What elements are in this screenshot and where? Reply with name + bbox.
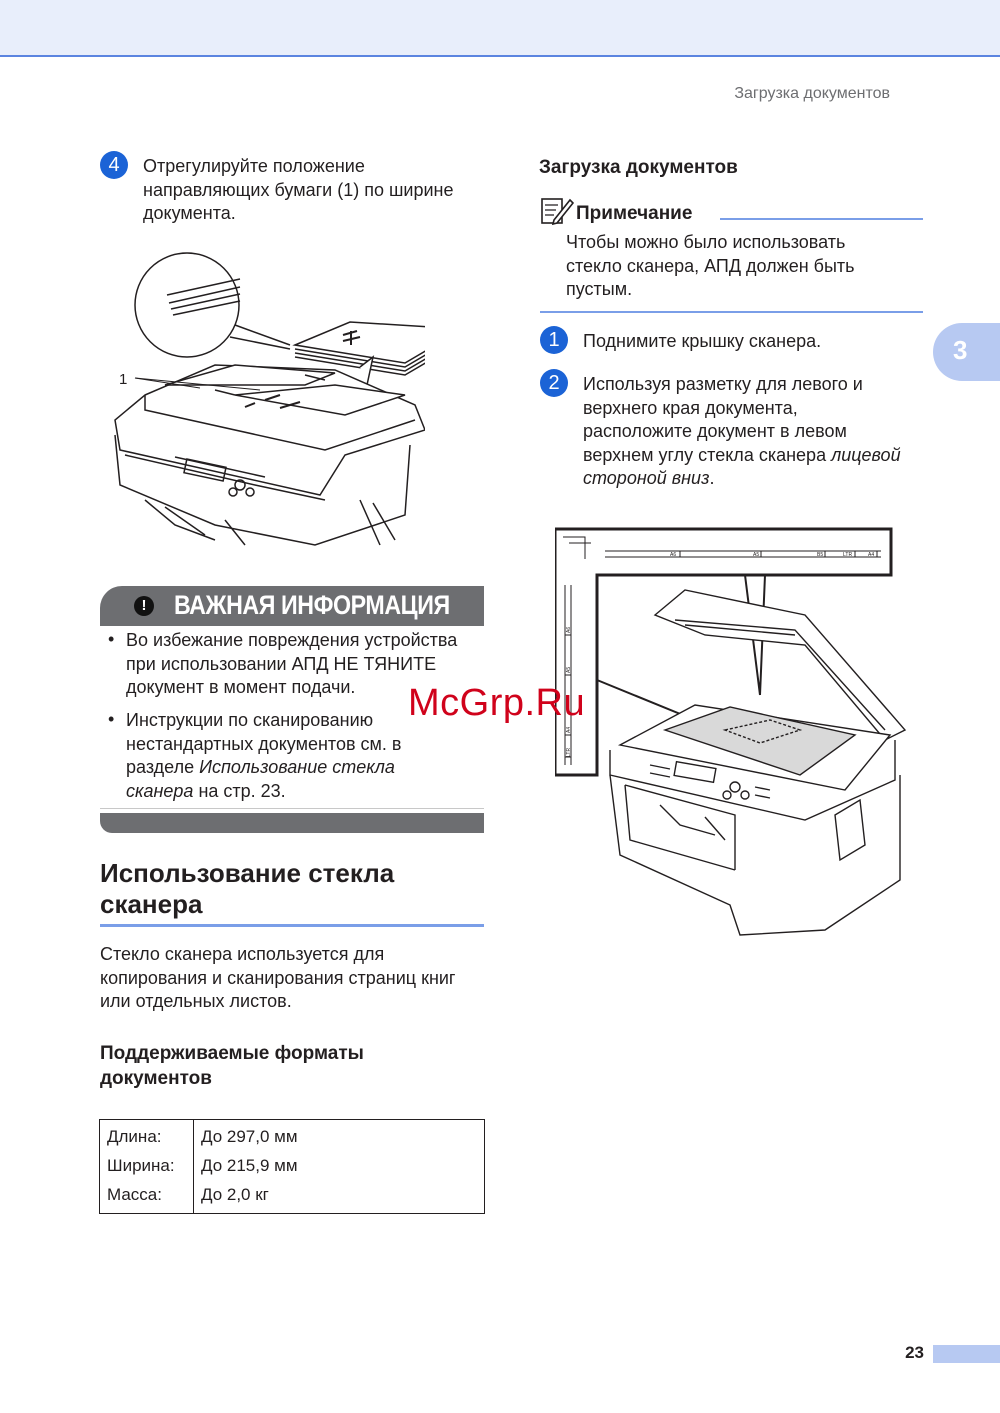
step-2-line: Используя разметку для левого и [583, 374, 863, 394]
subtitle-line: документов [100, 1068, 212, 1089]
adf-paper-guides-illustration [105, 245, 425, 555]
paragraph-line: Стекло сканера используется для [100, 944, 385, 964]
table-cell-value: До 215,9 мм [201, 1156, 298, 1175]
table-cell-value: До 297,0 мм [201, 1127, 298, 1146]
bullet-line: Инструкции по сканированию [126, 710, 374, 730]
scanner-glass-illustration [555, 525, 915, 945]
section-title-line: Использование стекла [100, 858, 395, 888]
step-1-text: Поднимите крышку сканера. [583, 331, 822, 351]
scale-mark-top: B5 [817, 552, 824, 558]
page-number: 23 [905, 1343, 924, 1362]
bullet-dot: • [108, 709, 115, 729]
scale-mark-side: A6 [566, 626, 572, 633]
cross-reference-link[interactable]: сканера [126, 780, 194, 801]
scale-mark-side: LTR [566, 747, 572, 757]
note-line: пустым. [566, 279, 633, 299]
bullet-line: нестандартных документов см. в [126, 733, 402, 754]
page-number-bar [933, 1345, 1000, 1363]
note-title: Примечание [576, 203, 693, 224]
step-4-number: 4 [100, 151, 128, 179]
step-4-text [143, 155, 453, 226]
section-title-line: сканера [100, 889, 203, 919]
table-cell-label: Длина: [100, 1120, 194, 1152]
bullet-line [126, 780, 401, 804]
section-intro-text [100, 943, 456, 1014]
step-1-number: 1 [540, 326, 568, 354]
section-rule [100, 924, 484, 927]
important-separator [100, 808, 484, 809]
step-4-line: направляющих бумаги (1) по ширине [143, 179, 454, 200]
table-row [100, 1151, 485, 1180]
scale-mark-side: A5 [566, 666, 572, 673]
callout-label-1: 1 [119, 371, 128, 388]
bullet-dot: • [108, 629, 115, 649]
scale-mark-top: A5 [753, 552, 760, 558]
supported-formats-title [100, 1041, 364, 1091]
table-cell-label: Ширина: [100, 1151, 194, 1180]
note-text [566, 231, 855, 302]
step-2-text [583, 373, 901, 491]
watermark: McGrp.Ru [408, 682, 586, 724]
note-line: стекло сканера, АПД должен быть [566, 255, 855, 276]
chapter-number: 3 [953, 335, 968, 365]
running-header: Загрузка документов [734, 85, 890, 102]
exclamation-icon: ! [134, 596, 154, 616]
loading-documents-title: Загрузка документов [539, 157, 738, 178]
cross-reference-link[interactable]: Использование стекла [199, 757, 395, 777]
step-2-line [583, 444, 901, 468]
chapter-tab[interactable] [933, 323, 1000, 381]
important-banner [100, 586, 484, 626]
bullet-line: документ в момент подачи. [126, 677, 356, 697]
step-2-text-segment: верхнем углу стекла сканера [583, 444, 832, 465]
step-2-emphasis: лицевой [831, 444, 901, 465]
section-title [100, 858, 394, 920]
bullet-text: разделе [126, 757, 200, 777]
bullet-text: на стр. 23. [193, 780, 286, 801]
top-header-band [0, 0, 1000, 57]
scale-mark-top: A4 [868, 552, 875, 558]
important-bullet-2 [126, 709, 401, 803]
step-4-line: документа. [143, 203, 236, 223]
bullet-line: Во избежание повреждения устройства [126, 630, 458, 650]
bullet-line [126, 756, 401, 780]
table-cell-value: До 2,0 кг [201, 1185, 269, 1204]
table-row [100, 1180, 485, 1214]
table-cell-label: Масса: [100, 1180, 194, 1214]
formats-table [99, 1119, 485, 1214]
step-2-text-segment: . [709, 468, 715, 488]
subtitle-line: Поддерживаемые форматы [100, 1043, 364, 1064]
note-bottom-rule [540, 311, 923, 313]
important-title: ВАЖНАЯ ИНФОРМАЦИЯ [174, 590, 450, 620]
table-row [100, 1120, 485, 1152]
paragraph-line: или отдельных листов. [100, 991, 292, 1011]
scale-mark-top: LTR [843, 552, 853, 558]
step-4-line: Отрегулируйте положение [143, 156, 365, 176]
important-footer-bar [100, 813, 484, 833]
scale-mark-top: A6 [670, 552, 677, 558]
scale-mark-side: A4 [566, 726, 572, 733]
note-pencil-icon [540, 196, 574, 226]
step-2-number: 2 [540, 369, 568, 397]
note-line: Чтобы можно было использовать [566, 232, 846, 252]
step-2-line [583, 467, 901, 491]
bullet-line: при использовании АПД НЕ ТЯНИТЕ [126, 653, 437, 674]
note-rule [720, 218, 923, 220]
step-2-line: верхнего края документа, [583, 397, 798, 418]
paragraph-line: копирования и сканирования страниц книг [100, 967, 456, 988]
step-2-emphasis: стороной вниз [583, 468, 710, 488]
step-2-line: расположите документ в левом [583, 421, 847, 441]
